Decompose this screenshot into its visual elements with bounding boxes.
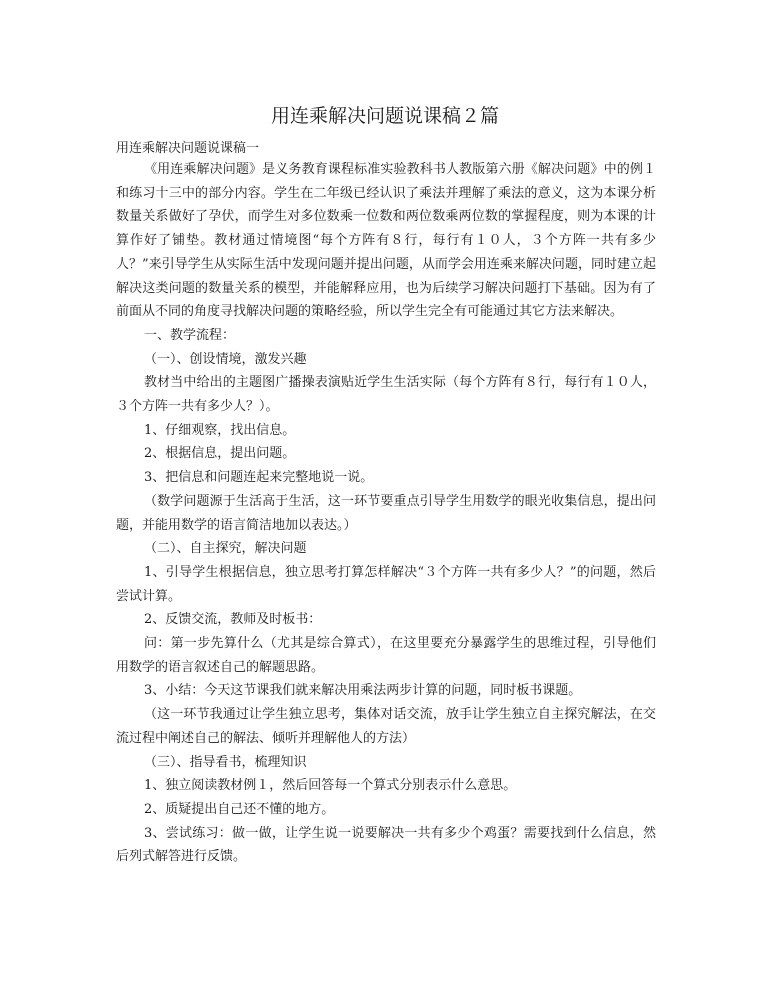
paragraph-list-item: 1、仔细观察，找出信息。	[144, 422, 296, 438]
paragraph-note: （这一环节我通过让学生独立思考，集体对话交流，放手让学生独立自主探究解法，在交流过程中阐述自己的解法、倾听并理解他人的方法）	[116, 707, 656, 746]
document-body	[116, 158, 656, 869]
paragraph-note: （数学问题源于生活高于生活，这一环节要重点引导学生用数学的眼光收集信息，提出问题，并能用数学的语言简洁地加以表达。）	[116, 493, 656, 533]
paragraph-list-item: 1、独立阅读教材例１，然后回答每一个算式分别表示什么意思。	[144, 778, 517, 794]
paragraph-list-item: 3、尝试练习：做一做，让学生说一说要解决一共有多少个鸡蛋？需要找到什么信息，然后列式解答进行反馈。	[116, 825, 656, 865]
paragraph-section-heading: 一、教学流程：	[144, 327, 236, 343]
paragraph-subheading-2: （二）、自主探究，解决问题	[144, 541, 307, 557]
paragraph-list-item: 2、质疑提出自己还不懂的地方。	[144, 801, 335, 817]
document-subtitle: 用连乘解决问题说课稿一	[116, 141, 260, 156]
paragraph: 问：第一步先算什么（尤其是综合算式），在这里要充分暴露学生的思维过程，引导他们用数学的语言叙述自己的解题思路。	[116, 636, 656, 675]
document-title: 用连乘解决问题说课稿２篇	[270, 105, 499, 127]
paragraph-list-item: 3、把信息和问题连起来完整地说一说。	[144, 470, 374, 486]
paragraph-intro: 《用连乘解决问题》是义务教育课程标准实验教科书人教版第六册《解决问题》中的例１和练习十三中的部分内容。学生在二年级已经认识了乘法并理解了乘法的意义，这为本课分析数量关系做好了孕伏，而学生对多位数乘一位数和两位数乘两位数的掌握程度，则为本课的计算作好了铺垫。教材通过情境图“每个方阵有８行，每行有１０人，３个方阵一共有多少人？”来引导学生从实际生活中发现问题并提出问题，从而学会用连乘来解决问题，同时建立起解决这类问题的数量关系的模型，并能解释应用，也为后续学习解决问题打下基础。因为有了前面从不同的角度寻找解决问题的策略经验，所以学生完全有可能通过其它方法来解决。	[116, 162, 656, 320]
paragraph-list-item: 1、引导学生根据信息，独立思考打算怎样解决“３个方阵一共有多少人？”的问题，然后尝试计算。	[116, 564, 656, 604]
paragraph-subheading-1: （一）、创设情境，激发兴趣	[144, 351, 307, 367]
paragraph-subheading-3: （三）、指导看书，梳理知识	[144, 754, 307, 770]
paragraph-list-item: 2、反馈交流，教师及时板书：	[144, 612, 322, 628]
paragraph-list-item: 3、小结：今天这节课我们就来解决用乘法两步计算的问题，同时板书课题。	[144, 683, 582, 699]
paragraph-list-item: 2、根据信息，提出问题。	[144, 446, 296, 462]
paragraph: 教材当中给出的主题图广播操表演贴近学生生活实际（每个方阵有８行，每行有１０人，３个方阵一共有多少人？）。	[116, 375, 656, 415]
